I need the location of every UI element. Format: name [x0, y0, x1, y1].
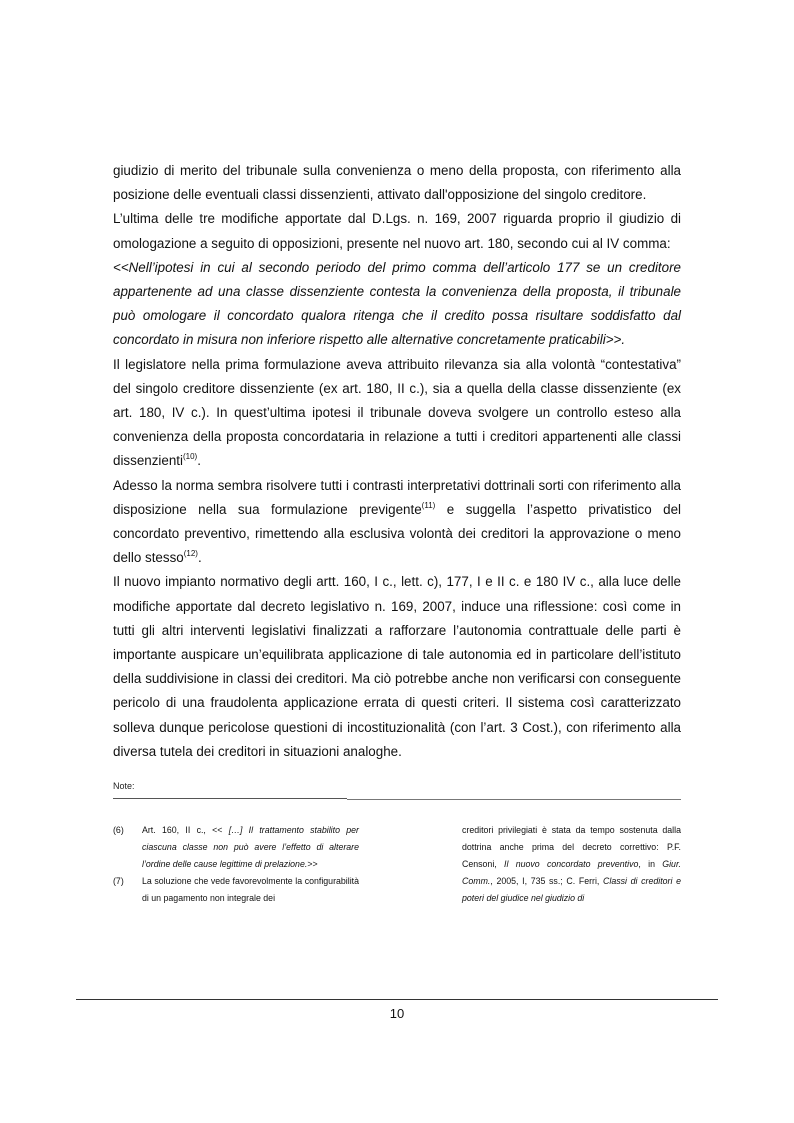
footnote-7-cont-6: Classi di creditori e poteri del giudice nel giudizio di: [462, 876, 681, 903]
notes-label: Note:: [113, 781, 135, 791]
footnote-6-text-b: […] Il trattamento stabilito per ciascuna classe non può avere l’effetto di alterare l’ordine delle cause legittime di prelazione.>>: [142, 825, 359, 869]
footnote-6-text-a: Art. 160, II c., <<: [142, 825, 229, 835]
footnote-7-cont-3: , in: [638, 859, 663, 869]
paragraph-4-text: Il legislatore nella prima formulazione aveva attribuito rilevanza sia alla volontà “contestativa” del singolo creditore dissenziente (ex art. 180, II c.), sia a quella della classe dissenziente (ex art. 180, IV c.). In quest’ultima ipotesi il tribunale doveva svolgere un controllo esteso alla convenienza della proposta concordataria in relazione a tutti i creditori appartenenti alle classi dissenzienti: [113, 356, 681, 469]
footnote-7-text: La soluzione che vede favorevolmente la configurabilità di un pagamento non integrale dei: [142, 876, 359, 903]
paragraph-5-text-a: Adesso la norma sembra risolvere tutti i contrasti interpretativi dottrinali sorti con riferimento alla disposizione nella sua formulazione previgente: [113, 477, 681, 517]
quoted-article-180: <<Nell’ipotesi in cui al secondo periodo del primo comma dell’articolo 177 se un creditore appartenente ad una classe dissenziente contesta la convenienza della proposta, il tribunale può omologare il concordato qualora ritenga che il credito possa risultare soddisfatto dal concordato in misura non inferiore rispetto alle alternative concretamente praticabili>>.: [113, 259, 681, 348]
footnote-ref-11[interactable]: (11): [421, 500, 436, 510]
paragraph-4: [113, 353, 681, 474]
paragraph-1: giudizio di merito del tribunale sulla convenienza o meno della proposta, con riferimento alla posizione delle eventuali classi dissenzienti, attivato dall'opposizione del singolo creditore.: [113, 163, 681, 203]
paragraph-5-text-b: e suggella l’aspetto privatistico del concordato preventivo, rimettendo alla esclusiva volontà dei creditori la approvazione o meno dello stesso: [113, 501, 681, 566]
footnote-7: [113, 873, 359, 907]
footnote-7-continued: [462, 822, 681, 907]
footnote-6-text: [142, 822, 359, 873]
footer-rule: [76, 999, 718, 1000]
notes-column-right: [462, 822, 681, 907]
paragraph-5: [113, 474, 681, 571]
footnote-7-number: (7): [113, 876, 124, 886]
footnote-7-cont-2: Il nuovo concordato preventivo: [504, 859, 639, 869]
footnote-7-cont-5: , 2005, I, 735 ss.; C. Ferri,: [490, 876, 604, 886]
notes-separator-thick: [113, 798, 347, 799]
notes-separator-thin: [347, 799, 681, 800]
footnote-7-cont-1: creditori privilegiati è stata da tempo sostenuta dalla dottrina anche prima del decreto correttivo: P.F. Censoni,: [462, 825, 681, 869]
paragraph-5-end: .: [197, 550, 202, 566]
footnote-ref-10[interactable]: (10): [182, 452, 198, 462]
paragraph-4-end: .: [197, 453, 201, 469]
footnote-7-cont-4: Giur. Comm.: [462, 859, 681, 886]
page-number: 10: [389, 1006, 405, 1021]
paragraph-2: L’ultima delle tre modifiche apportate dal D.Lgs. n. 169, 2007 riguarda proprio il giudizio di omologazione a seguito di opposizioni, presente nel nuovo art. 180, secondo cui al IV comma:: [113, 211, 681, 251]
footnote-6-number: (6): [113, 825, 124, 835]
main-text: [113, 159, 681, 764]
footnote-6: [113, 822, 359, 873]
paragraph-6: Il nuovo impianto normativo degli artt. 160, I c., lett. c), 177, I e II c. e 180 IV c., alla luce delle modifiche apportate dal decreto legislativo n. 169, 2007, induce una riflessione: così come in tutti gli altri interventi legislativi finalizzati a rafforzare l’autonomia contrattuale delle parti è importante auspicare un’equilibrata applicazione di tale autonomia ed in particolare dell’istituto della suddivisione in classi dei creditori. Ma ciò potrebbe anche non verificarsi con conseguente pericolo di una fraudolenta applicazione errata di questi criteri. Il sistema così caratterizzato solleva dunque pericolose questioni di incostituzionalità (con l’art. 3 Cost.), con riferimento alla diversa tutela dei creditori in situazioni analoghe.: [113, 574, 681, 759]
footnote-ref-12[interactable]: (12): [183, 549, 198, 559]
notes-column-left: [113, 822, 359, 907]
